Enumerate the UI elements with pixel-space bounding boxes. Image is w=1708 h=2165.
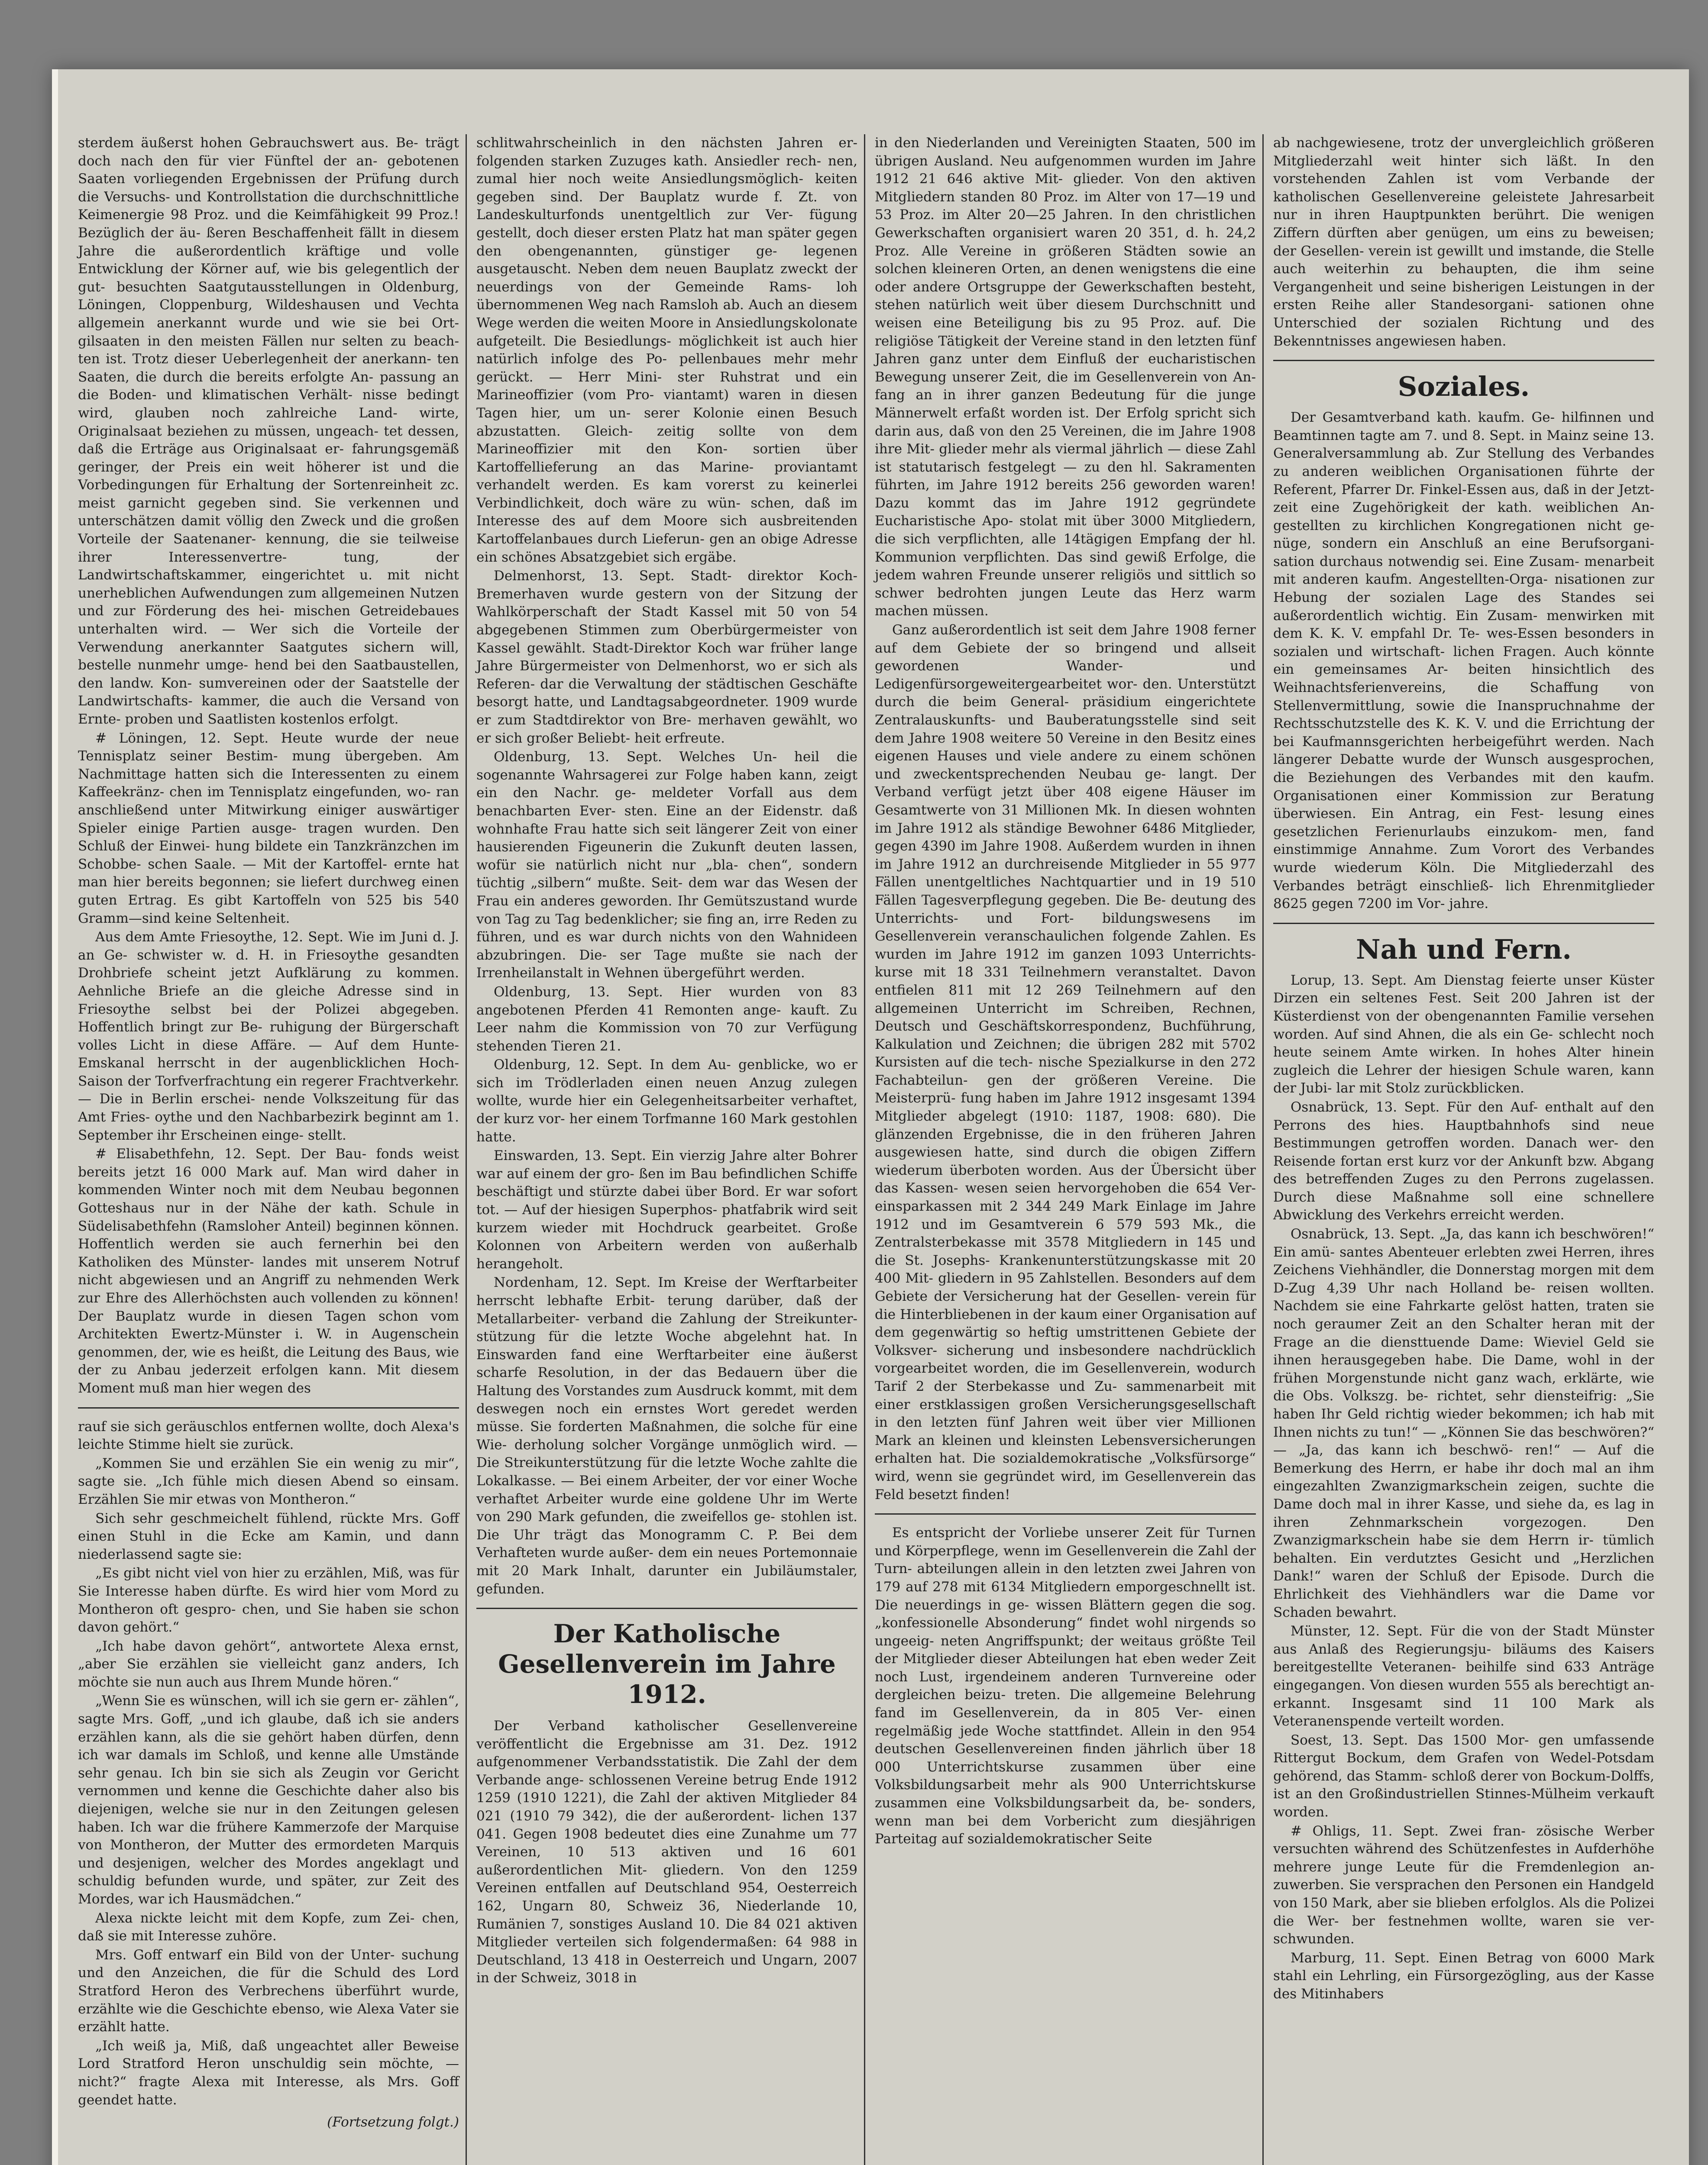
section-heading: Nah und Fern. — [1356, 933, 1572, 965]
article-paragraph: Alexa nickte leicht mit dem Kopfe, zum Zei- chen, daß sie mit Interesse zuhöre. — [78, 1910, 459, 1944]
column-rule — [466, 134, 467, 2165]
article-paragraph: „Ich habe davon gehört“, antwortete Alexa ernst, „aber Sie erzählen sie vielleicht ganz anders, Ich möchte sie nun auch aus Ihrem Munde hören.“ — [78, 1638, 459, 1690]
article-paragraph: Marburg, 11. Sept. Einen Betrag von 6000 Mark stahl ein Lehrling, ein Fürsorgezögling, aus der Kasse des Mitinhabers — [1273, 1950, 1654, 2002]
article-paragraph: schlitwahrscheinlich in den nächsten Jahren er- folgenden starken Zuzuges kath. Ansiedler rech- nen, zumal hier noch weite Ansiedlungsmöglich- keiten gegeben sind. Der Bauplatz wurde f. Zt. von Landeskulturfonds unentgeltlich zur Ver- fügung gestellt, doch dieser ersten Platz hat man später gegen den obengenannten, günstiger ge- legenen ausgetauscht. Neben dem neuen Bauplatz zweckt der neuerdings von der Gemeinde Rams- loh übernommenen Weg nach Ramsloh ab. Auch an diesem Wege werden die weiten Moore in Ansiedlungskolonate aufgeteilt. Die Besiedlungs- möglichkeit ist auch hier natürlich infolge des Po- pellenbaues mehr mehr gerückt. — Herr Mini- ster Ruhstrat und ein Marineoffizier (vom Pro- viantamt) waren in diesen Tagen hier, um un- serer Kolonie einen Besuch abzustatten. Gleich- zeitig sollte von dem Marineoffizier mit den Kon- sortien über Kartoffellieferung an das Marine- proviantamt verhandelt werden. Es kam vorerst zu keinerlei Verbindlichkeit, doch wäre zu wün- schen, daß im Interesse des auf dem Moore sich ausbreitenden Kartoffelanbaues durch Lieferun- gen an obige Adresse ein schönes Absatzgebiet sich ergäbe. — [476, 135, 857, 565]
column-rule — [864, 134, 865, 2165]
article-paragraph: # Löningen, 12. Sept. Heute wurde der neue Tennisplatz seiner Bestim- mung übergeben. Am Nachmittage hatten sich die Interessenten zu einem Kaffeekränz- chen im Tennisplatz eingefunden, wo- ran anschließend unter Mitwirkung einiger auswärtiger Spieler einige Partien ausge- tragen wurden. Den Schluß der Einwei- hung bildete ein Tanzkränzchen im Schobbe- schen Saale. — Mit der Kartoffel- ernte hat man hier bereits begonnen; sie liefert durchweg einen guten Ertrag. Es gibt Kartoffeln von 525 bis 540 Gramm—sind keine Seltenheit. — [78, 730, 459, 926]
column-1 — [78, 134, 459, 2132]
article-paragraph: Ganz außerordentlich ist seit dem Jahre 1908 ferner auf dem Gebiete der so bringend und allseit gewordenen Wander- und Ledigenfürsorgeweitergearbeitet wor- den. Unterstützt durch die beim General- präsidium eingerichtete Zentralauskunfts- und Bauberatungsstelle sind seit dem Jahre 1908 weitere 50 Vereine in den Besitz eines eigenen Hauses und viele andere zu einem schönen und zweckentsprechenden Neubau ge- langt. Der Verband verfügt jetzt über 408 eigene Häuser im Gesamtwerte von 31 Millionen Mk. In diesen wohnten im Jahre 1912 als ständige Bewohner 6486 Mitglieder, gegen 4390 im Jahre 1908. Außerdem wurden in ihnen im Jahre 1912 an durchreisende Mitglieder in 55 977 Fällen unentgeltliches Nachtquartier und in 19 510 Fällen Tagesverpflegung gegeben. Die Be- deutung des Unterrichts- und Fort- bildungswesens im Gesellenverein veranschaulichen folgende Zahlen. Es wurden im Jahre 1912 im ganzen 1093 Unterrichts- kurse mit 18 331 Teilnehmern veranstaltet. Davon entfielen 811 mit 12 269 Teilnehmern auf den allgemeinen Unterricht im Schreiben, Rechnen, Deutsch und Geschäftskorrespondenz, Buchführung, Kalkulation und Zeichnen; die übrigen 282 mit 5702 Kursisten auf die tech- nische Spezialkurse in den 272 Fachabteilun- gen der größeren Vereine. Die Meisterprü- fung haben im Jahre 1912 insgesamt 1394 Mitglieder abgelegt (1910: 1187, 1908: 680). Die glänzenden Ergebnisse, die in den früheren Jahren ausgewiesen hatte, sind durch die obigen Ziffern wiederum überboten worden. Aus der Übersicht über das Kassen- wesen seien hervorgehoben die 654 Ver- einsparkassen mit 2 344 249 Mark Einlage im Jahre 1912 und im Gesamtverein 6 579 593 Mk., die Zentralsterbekasse mit 3578 Mitgliedern in 145 und die St. Josephs- Krankenunterstützungskasse mit 20 400 Mit- gliedern in 95 Zahlstellen. Besonders auf dem Gebiete der Versicherung hat der Gesellen- verein für die Hinterbliebenen in der kaum einer Organisation auf dem gegenwärtig so heftig umstrittenen Gebiete der Volksver- sicherung und insbesondere nachdrücklich vorgearbeitet worden, die im Gesellenverein, wodurch Tarif 2 der Sterbekasse und Zu- sammenarbeit mit einer erstklassigen großen Versicherungsgesellschaft in den letzten fünf Jahren weit über vier Millionen Mark an kleinen und kleinsten Lebensversicherungen erhalten hat. Die sozialdemokratische „Volksfürsorge“ wird, wenn sie gegründet wird, im Gesellenverein das Feld besetzt finden! — [875, 622, 1256, 1503]
article-paragraph: Oldenburg, 13. Sept. Welches Un- heil die sogenannte Wahrsagerei zur Folge haben kann, zeigt ein den Nachr. ge- meldeter Vorfall aus dem benachbarten Ever- sten. Eine an der Eidenstr. daß wohnhafte Frau hatte sich seit längerer Zeit von einer hausierenden Figeunerin die Zukunft deuten lassen, wofür sie natürlich nicht nur „bla- chen“, sondern tüchtig „silbern“ mußte. Seit- dem war das Wesen der Frau ein anderes geworden. Ihr Gemütszustand wurde von Tag zu Tag bedenklicher; sie fing an, irre Reden zu führen, und es war durch nichts von den Wahnideen abzubringen. Die- ser Tage mußte sie nach der Irrenheilanstalt in Wehnen übergeführt werden. — [476, 749, 857, 981]
article-paragraph: Nordenham, 12. Sept. Im Kreise der Werftarbeiter herrscht lebhafte Erbit- terung darüber, daß der Metallarbeiter- verband die Zahlung der Streikunter- stützung für die letzte Woche abgelehnt hat. In Einswarden fand eine Werftarbeiter eine äußerst scharfe Resolution, in der das Bedauern über die Haltung des Vorstandes zum Ausdruck kommt, mit dem deswegen noch ein ernstes Wort geredet werden müsse. Sie forderten Maßnahmen, die solche für eine Wie- derholung solcher Vorgänge unmöglich wird. — Die Streikunterstützung für die letzte Woche zahlte die Lokalkasse. — Bei einem Arbeiter, der vor einer Woche verhaftet Arbeiter wurde eine goldene Uhr im Werte von 290 Mark gefunden, die zweifellos ge- stohlen ist. Die Uhr trägt das Monogramm C. P. Bei dem Verhafteten wurde außer- dem ein neues Portemonnaie mit 20 Mark Inhalt, darunter ein Jubiläumstaler, gefunden. — [476, 1275, 857, 1597]
article-paragraph: „Es gibt nicht viel von hier zu erzählen, Miß, was für Sie Interesse haben dürfte. Es wird hier vom Mord zu Montheron oft gespro- chen, und Sie haben sie schon davon gehört.“ — [78, 1565, 459, 1635]
column-2 — [476, 134, 857, 1988]
article-paragraph: Sich sehr geschmeichelt fühlend, rückte Mrs. Goff einen Stuhl in die Ecke am Kamin, und dann niederlassend sagte sie: — [78, 1510, 459, 1562]
article-paragraph: Mrs. Goff entwarf ein Bild von der Unter- suchung und den Anzeichen, die für die Schuld des Lord Stratford Heron des Verbrechens überführt wurde, erzählte wie die Geschichte ebenso, wie Alexa Vater sie erzählt hatte. — [78, 1947, 459, 2035]
article-paragraph: sterdem äußerst hohen Gebrauchswert aus. Be- trägt doch nach den für vier Fünftel der an- gebotenen Saaten vorliegenden Ergebnissen der Prüfung durch die Versuchs- und Kontrollstation die durchschnittliche Keimenergie 98 Proz. und die Keimfähigkeit 99 Proz.! Bezüglich der äu- ßeren Beschaffenheit fällt in diesem Jahre die außerordentlich kräftige und volle Entwicklung der Körner auf, wie bis gelegentlich der gut- besuchten Saatgutausstellungen in Oldenburg, Löningen, Cloppenburg, Wildeshausen und Vechta allgemein anerkannt wurde und wie sie bei Ort- gilsaaten in den meisten Fällen nur selten zu beach- ten ist. Trotz dieser Ueberlegenheit der anerkann- ten Saaten, die durch die bereits erfolgte An- passung an die Boden- und klimatischen Verhält- nisse bedingt wird, glauben noch zahlreiche Land- wirte, Originalsaat beziehen zu müssen, ungeach- tet dessen, daß die Erträge aus Originalsaat er- fahrungsgemäß geringer, der Preis ein weit höherer ist und die Vorbedingungen für Erhaltung der Sortenreinheit zc. meist garnicht gegeben sind. Sie verkennen und unterschätzen damit völlig den Zweck und die großen Vorteile der Saatenaner- kennung, die sie teilweise ihrer Interessenvertre- tung, der Landwirtschaftskammer, eingerichtet u. mit nicht unerheblichen Aufwendungen zum allgemeinen Nutzen und zur Förderung des hei- mischen Getreidebaues unterhalten wird. — Wer sich die Vorteile der Verwendung anerkannter Saatgutes sichern will, bestelle nunmehr umge- hend bei den Saatbaustellen, den landw. Kon- sumvereinen oder der Saatstelle der Landwirtschafts- kammer, die auch die Versand von Ernte- proben und Saatlisten kostenlos erfolgt. — [78, 135, 459, 727]
article-paragraph: Der Gesamtverband kath. kaufm. Ge- hilfinnen und Beamtinnen tagte am 7. und 8. Sept. in Mainz seine 13. Generalversammlung ab. Zur Stellung des Verbandes zu anderen weiblichen Organisationen führte der Referent, Pfarrer Dr. Finkel-Essen aus, daß in der Jetzt- zeit eine Zugehörigkeit der kath. weiblichen An- gestellten zu kirchlichen Kongregationen nicht ge- nüge, sondern ein Anschluß an eine Berufsorgani- sation durchaus notwendig sei. Eine Zusam- menarbeit mit anderen kaufm. Angestellten-Orga- nisationen zur Hebung der sozialen Lage des Standes sei außerordentlich wichtig. Ein Zusam- menwirken mit dem K. K. V. empfahl Dr. Te- wes-Essen besonders in sozialen und wirtschaft- lichen Fragen. Auch könnte ein gemeinsames Ar- beiten hinsichtlich des Weihnachtsferienvereins, die Schaffung von Stellenvermittlung, sowie die Inanspruchnahme der Rechtsschutzstelle des K. K. V. und die Errichtung der bei Kaufmannsgerichten herbeigeführt werden. Nach längerer Debatte wurde der Wunsch ausgesprochen, die Beziehungen des Verbandes mit den kaufm. Organisationen einer Kommission zur Beratung überwiesen. Ein Antrag, ein Fest- lesung eines gesetzlichen Ferienurlaubs einzukom- men, fand einstimmige Annahme. Zum Vorort des Verbandes wurde wiederum Köln. Die Mitgliederzahl des Verbandes beträgt einschließ- lich Ehrenmitglieder 8625 gegen 7200 im Vor- jahre. — [1273, 410, 1654, 912]
section-separator — [1273, 923, 1654, 924]
continuation-note: (Fortsetzung folgt.) — [327, 2114, 459, 2130]
section-separator — [875, 1513, 1256, 1515]
column-rule — [1262, 134, 1264, 2165]
article-paragraph: Oldenburg, 12. Sept. In dem Au- genblicke, wo er sich im Trödlerladen einen neuen Anzug zulegen wollte, wurde hier ein Gelegenheitsarbeiter verhaftet, der kurz vor- her einem Torfmanne 160 Mark gestohlen hatte. — [476, 1057, 857, 1145]
article-paragraph: Lorup, 13. Sept. Am Dienstag feierte unser Küster Dirzen ein seltenes Fest. Seit 200 Jahren ist der Küsterdienst von der obengenannten Familie versehen worden. Auf sind Ahnen, die als ein Ge- schlecht noch heute seinem Amte wirken. In hohes Alter hinein zugleich die Lehrer der hiesigen Schule waren, kann der Jubi- lar mit Stolz zurückblicken. — [1273, 972, 1654, 1096]
article-paragraph: ab nachgewiesene, trotz der unvergleichlich größeren Mitgliederzahl weit hinter sich läßt. In den vorstehenden Zahlen ist vom Verbande der katholischen Gesellenvereine geleistete Jahresarbeit nur in ihren Hauptpunkten berührt. Die wenigen Ziffern dürften aber genügen, um eins zu beweisen; der Gesellen- verein ist gewillt und imstande, die Stelle auch weiterhin zu behaupten, die ihm seine Vergangenheit und seine bisherigen Leistungen in der ersten Reihe aller Standesorgani- sationen ohne Unterschied der sozialen Richtung und des Bekenntnisses angewiesen haben. — [1273, 135, 1654, 349]
article-paragraph: Oldenburg, 13. Sept. Hier wurden von 83 angebotenen Pferden 41 Remonten ange- kauft. Zu Leer nahm die Kommission von 70 zur Verfügung stehenden Tieren 21. — [476, 984, 857, 1054]
newspaper-page — [52, 69, 1689, 2165]
article-paragraph: Münster, 12. Sept. Für die von der Stadt Münster aus Anlaß des Regierungsju- biläums des Kaisers bereitgestellte Veteranen- beihilfe sind 633 Anträge eingegangen. Von diesen wurden 555 als berechtigt an- erkannt. Insgesamt sind 11 100 Mark als Veteranenspende verteilt worden. — [1273, 1623, 1654, 1729]
section-heading: Soziales. — [1397, 371, 1530, 403]
article-paragraph: Soest, 13. Sept. Das 1500 Mor- gen umfassende Rittergut Bockum, dem Grafen von Wedel-Potsdam gehörend, das Stamm- schloß derer von Bockum-Dolffs, ist an den Großindustriellen Stinnes-Mülheim verkauft worden. — [1273, 1732, 1654, 1820]
article-paragraph: Es entspricht der Vorliebe unserer Zeit für Turnen und Körperpflege, wenn im Gesellenverein die Zahl der Turn- abteilungen allein in den letzten zwei Jahren von 179 auf 278 mit 6134 Mitgliedern emporgeschnellt ist. Die neuerdings in ge- wissen Blättern gegen die sog. „konfessionelle Absonderung“ findet wohl nirgends so ungeeig- neten Angriffspunkt; der weitaus größte Teil der Mitglieder dieser Abteilungen hat eben weder Zeit noch Lust, irgendeinem anderen Turnvereine oder dergleichen beizu- treten. Die allgemeine Belehrung fand im Gesellenverein, da in 805 Ver- einen regelmäßig jede Woche stattfindet. Allein in den 954 deutschen Gesellenvereinen finden jährlich über 18 000 Unterrichtskurse zusammen über eine Volksbildungsarbeit mehr als 900 Unterrichtskurse zusammen eine Volksbildungsarbeit da, be- sonders, wenn man bei dem Vorbericht zum diesjährigen Parteitag auf sozialdemokratischer Seite — [875, 1525, 1256, 1847]
section-separator — [1273, 360, 1654, 361]
article-paragraph: Osnabrück, 13. Sept. Für den Auf- enthalt auf den Perrons des hies. Hauptbahnhofs sind neue Bestimmungen getroffen worden. Danach wer- den Reisende fortan erst kurz vor der Ankunft bzw. Abgang des betreffenden Zuges zu den Perrons zugelassen. Durch diese Maßnahme soll eine schnellere Abwicklung des Verkehrs erreicht werden. — [1273, 1099, 1654, 1223]
column-3 — [875, 134, 1256, 1849]
article-paragraph: Delmenhorst, 13. Sept. Stadt- direktor Koch-Bremerhaven wurde gestern von der Sitzung der Wahlkörperschaft der Stadt Kassel mit 50 von 54 abgegebenen Stimmen zum Oberbürgermeister von Kassel gewählt. Stadt-Direktor Koch war früher lange Jahre Bürgermeister von Delmenhorst, wo er sich als Referen- dar die Verwaltung der städtischen Geschäfte besorgt hatte, und Landtagsabgeordneter. 1909 wurde er zum Stadtdirektor von Bre- merhaven gewählt, wo er sich großer Beliebt- heit erfreute. — [476, 568, 857, 746]
article-paragraph: Der Verband katholischer Gesellenvereine veröffentlicht die Ergebnisse am 31. Dez. 1912 aufgenommener Verbandsstatistik. Die Zahl der dem Verbande ange- schlossenen Vereine betrug Ende 1912 1259 (1910 1221), die Zahl der aktiven Mitglieder 84 021 (1910 79 342), die der außerordent- lichen 137 041. Gegen 1908 bedeutet dies eine Zunahme um 77 Vereinen, 10 513 aktiven und 16 601 außerordentlichen Mit- gliedern. Von den 1259 Vereinen entfallen auf Deutschland 954, Oesterreich 162, Ungarn 80, Schweiz 36, Niederlande 10, Rumänien 7, sonstiges Ausland 10. Die 84 021 aktiven Mitglieder verteilen sich folgendermaßen: 64 988 in Deutschland, 13 418 in Oesterreich und Ungarn, 2007 in der Schweiz, 3018 in — [476, 1718, 857, 1986]
article-paragraph: „Kommen Sie und erzählen Sie ein wenig zu mir“, sagte sie. „Ich fühle mich diesen Abend so einsam. Erzählen Sie mir etwas von Montheron.“ — [78, 1455, 459, 1507]
article-paragraph: Osnabrück, 13. Sept. „Ja, das kann ich beschwören!“ Ein amü- santes Abenteuer erlebten zwei Herren, ihres Zeichens Viehhändler, die Donnerstag morgen mit dem D-Zug 4,39 Uhr nach Holland be- reisen wollten. Nachdem sie eine Fahrkarte gelöst hatten, traten sie noch geraumer Zeit an den Schalter heran mit der Frage an die diensttuende Dame: Wieviel Geld sie ihnen herausgegeben habe. Die Dame, wohl in der frühen Morgenstunde nicht ganz wach, erklärte, wie die Obs. Volkszg. be- richtet, sehr diensteifrig: „Sie haben Ihr Geld richtig wieder bekommen; ich hab mit Ihnen nichts zu tun!“ — „Können Sie das beschwören?“ — „Ja, das kann ich beschwö- ren!“ — Auf die Bemerkung des Herrn, er habe ihr doch mal an ihm eingezahlten Zwanzigmarkschein zeigen, suchte die Dame doch mal in ihrer Kasse, und siehe da, es lag in ihren Zehnmarkschein vorgezogen. Den Zwanzigmarkschein habe sie dem Herrn ir- tümlich behalten. Ein verdutztes Gesicht und „Herzlichen Dank!“ waren der Schluß der Episode. Durch die Ehrlichkeit des Viehhändlers war die Dame vor Schaden bewahrt. — [1273, 1226, 1654, 1620]
article-paragraph: Einswarden, 13. Sept. Ein vierzig Jahre alter Bohrer war auf einem der gro- ßen im Bau befindlichen Schiffe beschäftigt und stürzte dabei über Bord. Er war sofort tot. — Auf der hiesigen Superphos- phatfabrik wird seit kurzem wieder mit Hochdruck gearbeitet. Große Kolonnen von Arbeitern werden von außerhalb herangeholt. — [476, 1148, 857, 1272]
article-paragraph: „Wenn Sie es wünschen, will ich sie gern er- zählen“, sagte Mrs. Goff, „und ich glaube, daß ich sie anders erzählen kann, als die sie gehört haben dürfen, denn ich war damals im Schloß, und kenne alle Umstände sehr genau. Ich bin sie sich als Zeugin vor Gericht vernommen und kenne die Geschichte daher also bis diejenigen, welche sie nur in den Zeitungen gelesen haben. Ich war die frühere Kammerzofe der Marquise von Montheron, der Mutter des ermordeten Marquis und desjenigen, welcher des Mordes angeklagt und schuldig befunden wurde, und später, zur Zeit des Mordes, war ich Hausmädchen.“ — [78, 1693, 459, 1907]
column-4 — [1273, 134, 1654, 2004]
section-separator — [476, 1608, 857, 1609]
page-edge — [52, 69, 58, 2165]
article-paragraph: „Ich weiß ja, Miß, daß ungeachtet aller Beweise Lord Stratford Heron unschuldig sein möchte, — nicht?“ fragte Alexa mit Interesse, als Mrs. Goff geendet hatte. — [78, 2038, 459, 2108]
article-paragraph: # Elisabethfehn, 12. Sept. Der Bau- fonds weist bereits jetzt 16 000 Mark auf. Man wird daher in kommenden Winter noch mit dem Neubau begonnen Gotteshaus nur in der Nähe der kath. Schule in Südelisabethfehn (Ramsloher Anteil) beginnen können. Hoffentlich werden sie auch fernerhin bei den Katholiken des Münster- landes mit unserem Notruf nicht abgewiesen und an Angriff zu nehmenden Werk zur Ehre des Allerhöchsten auch vollenden zu können! Der Bauplatz wurde in diesen Tagen schon vom Architekten Ewertz-Münster i. W. in Augenschein genommen, der, wie es heißt, die Leitung des Baus, wie der zu Anbau jederzeit erfolgen kann. Mit diesem Moment muß man hier wegen des — [78, 1146, 459, 1396]
article-paragraph: in den Niederlanden und Vereinigten Staaten, 500 im übrigen Ausland. Neu aufgenommen wurden im Jahre 1912 21 646 aktive Mit- glieder. Von den aktiven Mitgliedern standen 80 Proz. im Alter von 17—19 und 53 Proz. im Alter 20—25 Jahren. In den christlichen Gewerkschaften organisiert waren 20 351, d. h. 24,2 Proz. Alle Vereine in größeren Städten sowie an solchen kleineren Orten, an denen wenigstens die eine oder andere Ortsgruppe der Gewerkschaften besteht, stehen natürlich weit über diesem Durchschnitt und weisen eine Beteiligung bis zu 95 Proz. auf. Die religiöse Tätigkeit der Vereine stand in den letzten fünf Jahren ganz unter dem Einfluß der eucharistischen Bewegung unserer Zeit, die im Gesellenverein von An- fang an in ihrer ganzen Bedeutung für die junge Männerwelt erfaßt worden ist. Der Erfolg spricht sich darin aus, daß von den 25 Vereinen, die im Jahre 1908 ihre Mit- glieder mehr als viermal jährlich — diese Zahl ist statutarisch festgelegt — zu den hl. Sakramenten führten, im Jahre 1912 bereits 256 geworden waren! Dazu kommt das im Jahre 1912 gegründete Eucharistische Apo- stolat mit über 3000 Mitgliedern, die sich verpflichten, alle 14tägigen Empfang der hl. Kommunion verpflichten. Das sind gewiß Erfolge, die jedem wahren Freunde unserer religiös und sittlich so schwer bedrohten jungen Leute das Herz warm machen müssen. — [875, 135, 1256, 619]
article-headline: Der Katholische Gesellenverein im Jahre 1912. — [498, 1619, 836, 1709]
article-paragraph: # Ohligs, 11. Sept. Zwei fran- zösische Werber versuchten während des Schützenfestes in Aufderhöhe mehrere junge Leute für die Fremdenlegion an- zuwerben. Sie versprachen den Personen ein Handgeld von 150 Mark, aber sie blieben erfolglos. Als die Polizei die Wer- ber festnehmen wollte, waren sie ver- schwunden. — [1273, 1823, 1654, 1947]
article-paragraph: Aus dem Amte Friesoythe, 12. Sept. Wie im Juni d. J. an Ge- schwister w. d. H. in Friesoythe gesandten Drohbriefe scheint jetzt Aufklärung zu kommen. Aehnliche Briefe an die gleiche Adresse sind in Friesoythe selbst bei der Polizei abgegeben. Hoffentlich bringt zur Be- ruhigung der Bürgerschaft volles Licht in diese Affäre. — Auf dem Hunte-Emskanal herrscht in der augenblicklichen Hoch-Saison der Torfverfrachtung ein regerer Frachtverkehr. — Die in Berlin erschei- nende Volkszeitung für das Amt Fries- oythe und den Nachbarbezirk beginnt am 1. September ihr Erscheinen einge- stellt. — [78, 929, 459, 1143]
section-separator — [78, 1407, 459, 1409]
article-paragraph: rauf sie sich geräuschlos entfernen wollte, doch Alexa's leichte Stimme hielt sie zurück. — [78, 1419, 459, 1453]
